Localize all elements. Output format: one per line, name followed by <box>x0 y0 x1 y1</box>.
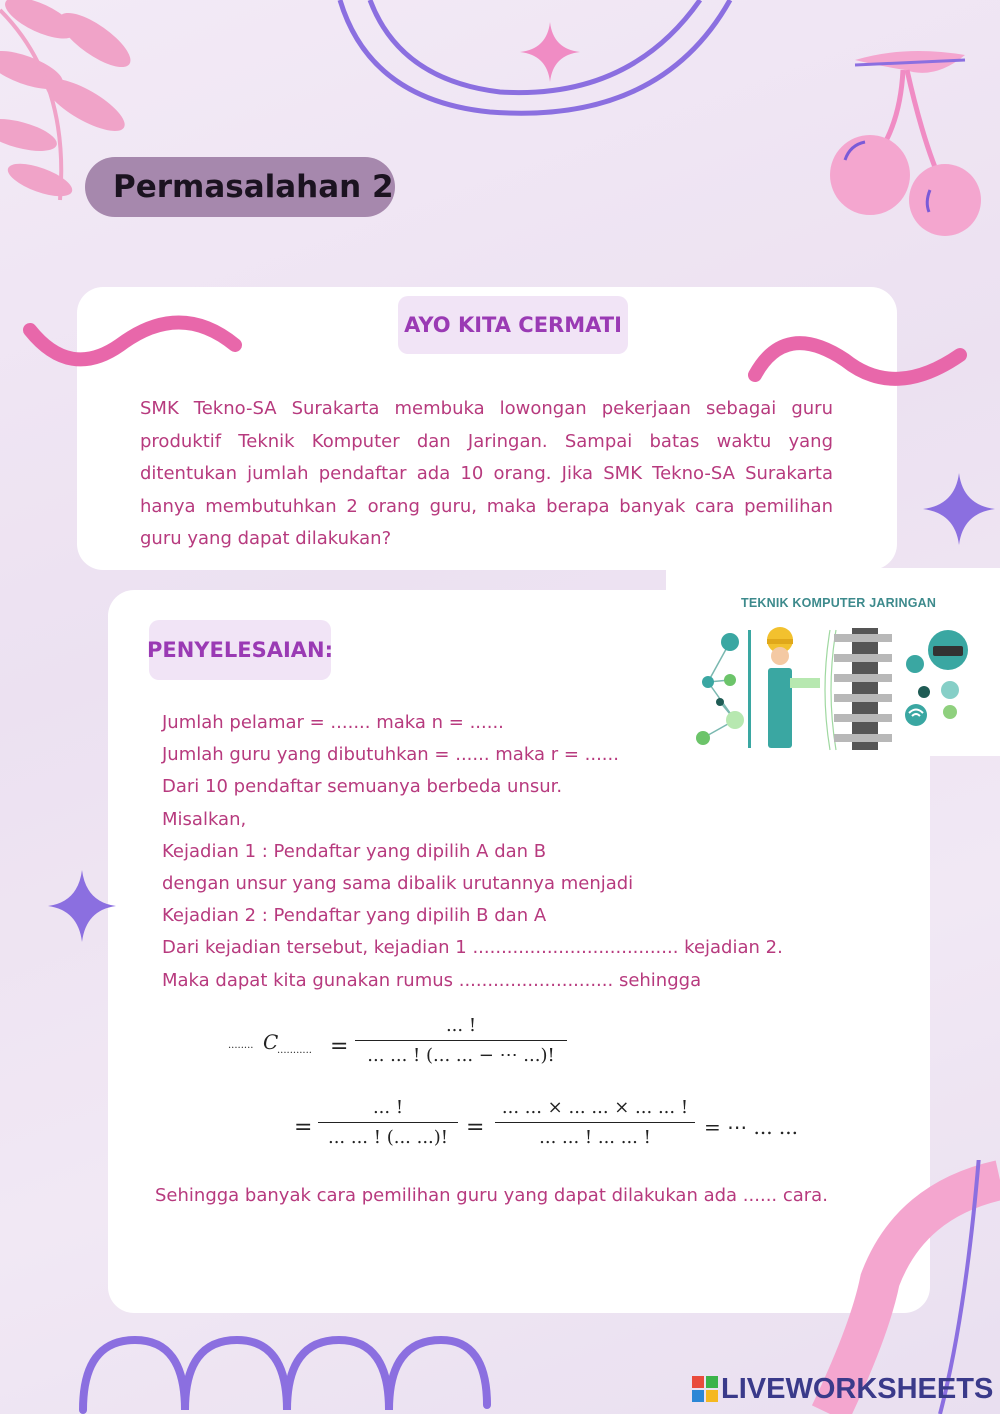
solution-steps <box>162 707 862 997</box>
liveworksheets-icon <box>692 1376 718 1402</box>
step-line: Kejadian 1 : Pendaftar yang dipilih A dan B <box>162 840 547 862</box>
brand-text: LIVEWORKSHEETS <box>721 1372 994 1405</box>
step-line: Jumlah guru yang dibutuhkan = ...... maka r = ...... <box>162 744 619 766</box>
sparkle-icon <box>520 22 580 82</box>
problem-text: SMK Tekno-SA Surakarta membuka lowongan pekerjaan sebagai guru produktif Teknik Komputer dan Jaringan. Sampai batas waktu yang ditentukan jumlah pendaftar ada 10 orang. Jika SMK Tekno-SA Surakarta hanya membutuhkan 2 orang guru, maka berapa banyak cara pemilihan guru yang dapat dilakukan? <box>140 398 833 549</box>
step-line: Kejadian 2 : Pendaftar yang dipilih B dan A <box>162 905 547 927</box>
fraction-3-denominator: ... ... ! ... ... ! <box>539 1127 651 1148</box>
liveworksheets-logo <box>692 1372 993 1406</box>
equals-sign: = <box>330 1034 349 1059</box>
step-line: Misalkan, <box>162 808 247 830</box>
penyelesaian-tag: PENYELESAIAN: <box>149 620 331 680</box>
combination-symbol: C <box>263 1030 279 1054</box>
sparkle-icon <box>923 473 995 545</box>
sparkle-icon <box>48 870 116 942</box>
fraction-1-denominator: ... ... ! (... ... − ⋯ ...)! <box>367 1045 555 1066</box>
page-title: Permasalahan 2 <box>85 157 395 217</box>
closing-text: Sehingga banyak cara pemilihan guru yang dapat dilakukan ada ...... cara. <box>155 1185 828 1206</box>
step-line: Maka dapat kita gunakan rumus ........................... sehingga <box>162 969 702 991</box>
formula-lhs-r: ........... <box>277 1045 312 1056</box>
illustration-title: TEKNIK KOMPUTER JARINGAN <box>741 596 937 610</box>
formula-lhs-n: ........ <box>228 1040 254 1051</box>
fraction-3 <box>495 1097 695 1148</box>
formula-result: = ⋯ ... ... <box>704 1115 798 1139</box>
arches-decoration <box>75 1315 495 1414</box>
ayo-kita-cermati-tag: AYO KITA CERMATI <box>398 296 628 354</box>
fraction-3-numerator: ... ... × ... ... × ... ... ! <box>495 1097 695 1123</box>
equals-sign: = <box>294 1115 313 1140</box>
step-line: Dari kejadian tersebut, kejadian 1 .................................... kejadian 2. <box>162 937 783 959</box>
step-line: Dari 10 pendaftar semuanya berbeda unsur. <box>162 776 563 798</box>
step-line: Jumlah pelamar = ....... maka n = ...... <box>162 712 504 733</box>
fraction-2-numerator: ... ! <box>318 1097 458 1123</box>
fraction-1 <box>355 1015 567 1066</box>
fraction-1-numerator: ... ! <box>355 1015 567 1041</box>
fraction-2-denominator: ... ... ! (... ...)! <box>327 1127 449 1148</box>
wave-decoration-left <box>20 300 250 390</box>
cherry-icon <box>825 40 995 240</box>
fraction-2 <box>318 1097 458 1148</box>
step-line: dengan unsur yang sama dibalik urutannya menjadi <box>162 872 634 894</box>
equals-sign: = <box>466 1115 485 1140</box>
